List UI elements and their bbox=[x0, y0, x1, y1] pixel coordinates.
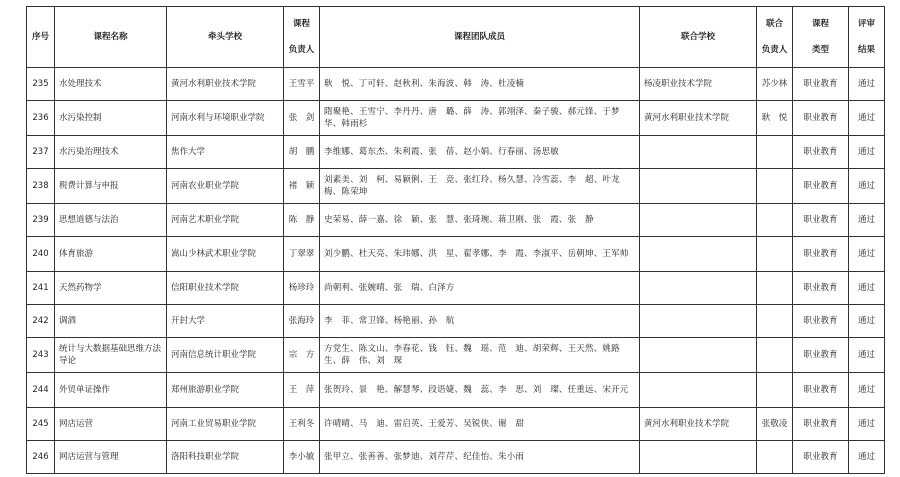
cell-result: 通过 bbox=[849, 272, 885, 305]
cell-course: 水污染控制 bbox=[55, 101, 167, 136]
header-union-leader-line1: 联合 bbox=[765, 19, 783, 29]
cell-team: 李维娜、葛东杰、朱利霞、张 蓓、赵小娟、行春丽、汤思敏 bbox=[320, 136, 640, 169]
cell-no: 239 bbox=[27, 204, 55, 237]
cell-result: 通过 bbox=[849, 136, 885, 169]
cell-union-school bbox=[640, 305, 757, 338]
cell-course: 税费计算与申报 bbox=[55, 169, 167, 204]
header-union-school: 联合学校 bbox=[640, 7, 757, 68]
cell-result: 通过 bbox=[849, 237, 885, 272]
cell-union-leader: 张敬凌 bbox=[757, 408, 793, 441]
cell-school: 焦作大学 bbox=[167, 136, 284, 169]
cell-type: 职业教育 bbox=[793, 136, 849, 169]
header-type bbox=[793, 7, 849, 68]
cell-school: 河南水利与环境职业学院 bbox=[167, 101, 284, 136]
cell-leader: 王利冬 bbox=[284, 408, 320, 441]
table-row bbox=[27, 101, 885, 136]
cell-union-leader bbox=[757, 373, 793, 408]
cell-leader: 张海玲 bbox=[284, 305, 320, 338]
cell-team: 刘素美、刘 柯、易颖俐、王 竞、张红玲、杨久慧、冷雪蕊、李 超、叶龙梅、陈荣坤 bbox=[320, 169, 640, 204]
cell-course: 网店运营 bbox=[55, 408, 167, 441]
table-row bbox=[27, 204, 885, 237]
cell-union-leader bbox=[757, 441, 793, 474]
table-row bbox=[27, 169, 885, 204]
cell-no: 236 bbox=[27, 101, 55, 136]
cell-union-school bbox=[640, 441, 757, 474]
header-leader-line2: 负责人 bbox=[288, 45, 315, 55]
cell-course: 思想道德与法治 bbox=[55, 204, 167, 237]
cell-team: 史荣易、薛一嘉、徐 颖、张 慧、张琦琬、蒋卫刚、张 霞、张 静 bbox=[320, 204, 640, 237]
header-type-line2: 类型 bbox=[811, 45, 829, 55]
cell-course: 天然药物学 bbox=[55, 272, 167, 305]
cell-leader: 褚 颖 bbox=[284, 169, 320, 204]
cell-type: 职业教育 bbox=[793, 68, 849, 101]
table-row bbox=[27, 305, 885, 338]
cell-result: 通过 bbox=[849, 68, 885, 101]
cell-union-school: 黄河水利职业技术学院 bbox=[640, 101, 757, 136]
cell-result: 通过 bbox=[849, 305, 885, 338]
table-row bbox=[27, 237, 885, 272]
cell-school: 嵩山少林武术职业学院 bbox=[167, 237, 284, 272]
cell-union-school bbox=[640, 272, 757, 305]
cell-team: 张甲立、张善善、张梦迪、刘芹芹、纪佳怡、朱小雨 bbox=[320, 441, 640, 474]
cell-no: 237 bbox=[27, 136, 55, 169]
cell-school: 开封大学 bbox=[167, 305, 284, 338]
cell-result: 通过 bbox=[849, 441, 885, 474]
cell-leader: 王 萍 bbox=[284, 373, 320, 408]
table-row bbox=[27, 68, 885, 101]
cell-no: 238 bbox=[27, 169, 55, 204]
header-result-line1: 评审 bbox=[857, 19, 875, 29]
course-table bbox=[26, 6, 885, 474]
table-row bbox=[27, 408, 885, 441]
cell-no: 235 bbox=[27, 68, 55, 101]
header-result bbox=[849, 7, 885, 68]
header-leader-line1: 课程 bbox=[292, 19, 310, 29]
cell-team: 刘少鹏、杜天亮、朱玮娜、洪 星、翟孝娜、李 霞、李淑平、岳朝坤、王军帅 bbox=[320, 237, 640, 272]
table-row bbox=[27, 441, 885, 474]
cell-leader: 李小敏 bbox=[284, 441, 320, 474]
cell-no: 241 bbox=[27, 272, 55, 305]
cell-union-leader bbox=[757, 169, 793, 204]
cell-course: 调酒 bbox=[55, 305, 167, 338]
cell-leader: 陈 静 bbox=[284, 204, 320, 237]
cell-leader: 张 剑 bbox=[284, 101, 320, 136]
cell-school: 洛阳科技职业学院 bbox=[167, 441, 284, 474]
cell-school: 郑州旅游职业学院 bbox=[167, 373, 284, 408]
cell-result: 通过 bbox=[849, 169, 885, 204]
cell-team: 耿 悦、丁可轩、赵秋利、朱海波、韩 涛、杜凌楠 bbox=[320, 68, 640, 101]
cell-team: 隋聚艳、王雪宁、李丹丹、唐 璐、薛 涛、郭翊泽、秦子骏、郝元锋、于梦华、韩雨杉 bbox=[320, 101, 640, 136]
cell-school: 河南工业贸易职业学院 bbox=[167, 408, 284, 441]
cell-union-leader: 苏少林 bbox=[757, 68, 793, 101]
cell-union-leader bbox=[757, 338, 793, 373]
header-leader bbox=[284, 7, 320, 68]
header-school: 牵头学校 bbox=[167, 7, 284, 68]
cell-no: 243 bbox=[27, 338, 55, 373]
cell-result: 通过 bbox=[849, 204, 885, 237]
cell-team: 许晴晴、马 迪、雷启英、王爱芳、吴锐侠、谢 甜 bbox=[320, 408, 640, 441]
cell-type: 职业教育 bbox=[793, 169, 849, 204]
cell-result: 通过 bbox=[849, 373, 885, 408]
cell-union-school bbox=[640, 373, 757, 408]
cell-type: 职业教育 bbox=[793, 305, 849, 338]
cell-course: 体育旅游 bbox=[55, 237, 167, 272]
cell-union-leader bbox=[757, 204, 793, 237]
cell-school: 信阳职业技术学院 bbox=[167, 272, 284, 305]
cell-team: 方党生、陈文山、李春花、钱 钰、魏 瑶、范 迪、胡荣辉、王天然、姚路生、薛 伟、刘 琛 bbox=[320, 338, 640, 373]
cell-type: 职业教育 bbox=[793, 408, 849, 441]
cell-union-school bbox=[640, 237, 757, 272]
cell-course: 统计与大数据基础思维方法导论 bbox=[55, 338, 167, 373]
cell-union-leader bbox=[757, 272, 793, 305]
cell-result: 通过 bbox=[849, 338, 885, 373]
header-union-leader-line2: 负责人 bbox=[761, 45, 788, 55]
header-row bbox=[27, 7, 885, 68]
cell-course: 外贸单证操作 bbox=[55, 373, 167, 408]
cell-leader: 杨珍玲 bbox=[284, 272, 320, 305]
cell-union-school bbox=[640, 136, 757, 169]
cell-course: 水处理技术 bbox=[55, 68, 167, 101]
cell-leader: 王雪平 bbox=[284, 68, 320, 101]
cell-leader: 胡 鹏 bbox=[284, 136, 320, 169]
cell-school: 河南农业职业学院 bbox=[167, 169, 284, 204]
cell-type: 职业教育 bbox=[793, 441, 849, 474]
cell-union-school: 杨凌职业技术学院 bbox=[640, 68, 757, 101]
cell-type: 职业教育 bbox=[793, 101, 849, 136]
cell-result: 通过 bbox=[849, 408, 885, 441]
table-row bbox=[27, 136, 885, 169]
cell-school: 河南艺术职业学院 bbox=[167, 204, 284, 237]
cell-team: 李 菲、常卫锋、杨艳丽、孙 航 bbox=[320, 305, 640, 338]
cell-union-leader bbox=[757, 136, 793, 169]
cell-no: 246 bbox=[27, 441, 55, 474]
cell-team: 尚朝利、张婉晴、张 瑞、白泽方 bbox=[320, 272, 640, 305]
header-type-line1: 课程 bbox=[811, 19, 829, 29]
header-team: 课程团队成员 bbox=[320, 7, 640, 68]
cell-union-leader bbox=[757, 237, 793, 272]
cell-course: 网店运营与管理 bbox=[55, 441, 167, 474]
cell-union-school bbox=[640, 338, 757, 373]
cell-type: 职业教育 bbox=[793, 373, 849, 408]
cell-union-leader bbox=[757, 305, 793, 338]
cell-no: 242 bbox=[27, 305, 55, 338]
cell-course: 水污染治理技术 bbox=[55, 136, 167, 169]
cell-union-leader: 耿 悦 bbox=[757, 101, 793, 136]
cell-school: 黄河水利职业技术学院 bbox=[167, 68, 284, 101]
table-row bbox=[27, 373, 885, 408]
cell-type: 职业教育 bbox=[793, 237, 849, 272]
cell-leader: 宗 方 bbox=[284, 338, 320, 373]
cell-no: 245 bbox=[27, 408, 55, 441]
cell-school: 河南信息统计职业学院 bbox=[167, 338, 284, 373]
table-row bbox=[27, 272, 885, 305]
table-row bbox=[27, 338, 885, 373]
cell-union-school: 黄河水利职业技术学院 bbox=[640, 408, 757, 441]
cell-type: 职业教育 bbox=[793, 204, 849, 237]
cell-result: 通过 bbox=[849, 101, 885, 136]
cell-union-school bbox=[640, 169, 757, 204]
cell-leader: 丁翠翠 bbox=[284, 237, 320, 272]
cell-no: 244 bbox=[27, 373, 55, 408]
cell-no: 240 bbox=[27, 237, 55, 272]
cell-type: 职业教育 bbox=[793, 338, 849, 373]
header-union-leader bbox=[757, 7, 793, 68]
header-result-line2: 结果 bbox=[857, 45, 875, 55]
header-course: 课程名称 bbox=[55, 7, 167, 68]
header-no: 序号 bbox=[27, 7, 55, 68]
cell-team: 张贺玲、景 艳、解慧琴、段语婕、魏 蕊、李 思、刘 璨、任重远、宋开元 bbox=[320, 373, 640, 408]
cell-type: 职业教育 bbox=[793, 272, 849, 305]
cell-union-school bbox=[640, 204, 757, 237]
